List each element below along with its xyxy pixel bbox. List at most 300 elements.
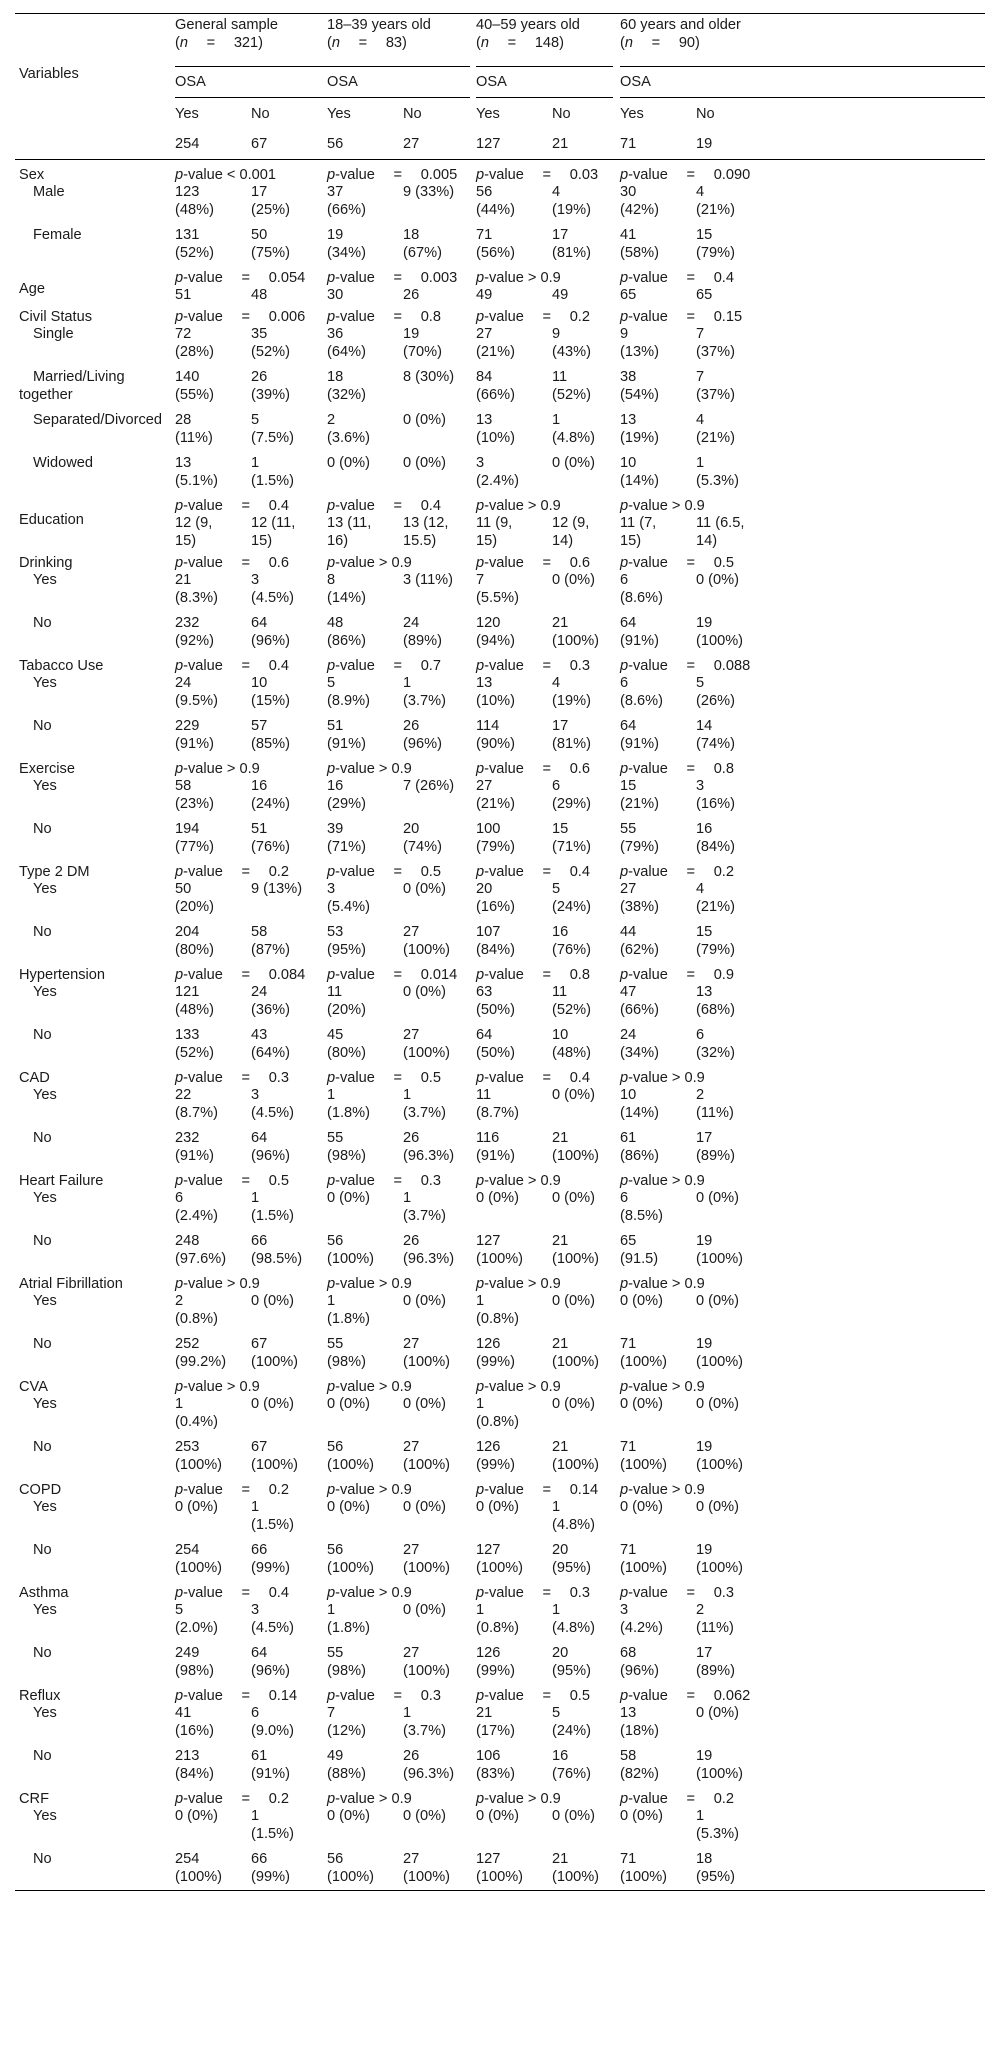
cell-value: 16 (327, 778, 344, 794)
cell-value: 0 (0%) (175, 1499, 218, 1515)
cell-value: (52%) (251, 344, 290, 360)
row-label: Yes (33, 1499, 57, 1515)
cell-value: 120 (476, 615, 501, 631)
cell-value: (4.8%) (552, 1620, 595, 1636)
cell-value: 254 (175, 1851, 200, 1867)
row-label: Civil Status (19, 309, 92, 325)
cell-value: (25%) (251, 202, 290, 218)
cell-value: 19 (696, 1233, 713, 1249)
p-value: p-value = 0.5 (327, 864, 441, 880)
cell-value: 12 (11, (251, 515, 296, 531)
p-value: p-value = 0.2 (175, 1791, 289, 1807)
p-value: p-value = 0.3 (476, 658, 590, 674)
cell-value: (17%) (476, 1723, 515, 1739)
cell-value: 3 (620, 1602, 629, 1618)
row-label: No (33, 1130, 52, 1146)
p-value: p-value = 0.5 (476, 1688, 590, 1704)
cell-value: (99.2%) (175, 1354, 227, 1370)
cell-value: (96.3%) (403, 1251, 455, 1267)
yes-count: 254 (175, 136, 200, 152)
p-value: p-value > 0.9 (327, 555, 412, 571)
cell-value: (98.5%) (251, 1251, 303, 1267)
cell-value: (13%) (620, 344, 659, 360)
cell-value: 0 (0%) (403, 1396, 446, 1412)
cell-value: 37 (327, 184, 344, 200)
cell-value: (99%) (251, 1869, 290, 1885)
cell-value: 61 (620, 1130, 637, 1146)
cell-value: 0 (0%) (403, 1602, 446, 1618)
cell-value: 7 (696, 326, 705, 342)
cell-value: 30 (620, 184, 637, 200)
cell-value: 1 (251, 1499, 260, 1515)
cell-value: (96.3%) (403, 1766, 455, 1782)
cell-value: 2 (696, 1602, 705, 1618)
cell-value: (5.5%) (476, 590, 519, 606)
cell-value: (24%) (251, 796, 290, 812)
cell-value: (2.0%) (175, 1620, 218, 1636)
cell-value: 1 (327, 1602, 336, 1618)
cell-value: 5 (327, 675, 336, 691)
cell-value: 248 (175, 1233, 200, 1249)
cell-value: 6 (175, 1190, 184, 1206)
cell-value: (74%) (696, 736, 735, 752)
cell-value: (100%) (175, 1869, 223, 1885)
cell-value: (16%) (696, 796, 735, 812)
cell-value: 126 (476, 1336, 501, 1352)
cell-value: 107 (476, 924, 501, 940)
cell-value: 3 (251, 1602, 260, 1618)
cell-value: 8 (327, 572, 336, 588)
cell-value: 64 (620, 615, 637, 631)
cell-value: 1 (696, 1808, 705, 1824)
no-header: No (403, 106, 422, 122)
yes-count: 56 (327, 136, 344, 152)
p-value: p-value = 0.4 (327, 498, 441, 514)
cell-value: (20%) (327, 1002, 366, 1018)
cell-value: 5 (175, 1602, 184, 1618)
row-label: Education (19, 512, 84, 528)
cell-value: (2.4%) (175, 1208, 218, 1224)
p-value: p-value = 0.6 (476, 555, 590, 571)
cell-value: (82%) (620, 1766, 659, 1782)
cell-value: (11%) (696, 1620, 734, 1636)
cell-value: (91.5) (620, 1251, 659, 1267)
p-value: p-value = 0.03 (476, 167, 599, 183)
cell-value: 7 (696, 369, 705, 385)
cell-value: 0 (0%) (552, 572, 595, 588)
cell-value: 26 (403, 718, 420, 734)
p-value: p-value = 0.2 (620, 1791, 734, 1807)
cell-value: 229 (175, 718, 200, 734)
cell-value: 61 (251, 1748, 268, 1764)
cell-value: (5.4%) (327, 899, 370, 915)
row-label: CRF (19, 1791, 49, 1807)
cell-value: (34%) (327, 245, 366, 261)
yes-header: Yes (327, 106, 351, 122)
cell-value: (100%) (403, 1869, 451, 1885)
group-underline (620, 66, 985, 67)
cell-value: 21 (552, 1130, 569, 1146)
p-value: p-value > 0.9 (175, 1379, 260, 1395)
cell-value: (24%) (552, 899, 591, 915)
cell-value: 0 (0%) (552, 455, 595, 471)
cell-value: 64 (251, 615, 268, 631)
cell-value: 0 (0%) (552, 1808, 595, 1824)
group-n: (n = 83) (327, 35, 407, 51)
cell-value: 71 (620, 1542, 637, 1558)
cell-value: 20 (403, 821, 420, 837)
cell-value: 3 (251, 1087, 260, 1103)
cell-value: (29%) (552, 796, 591, 812)
cell-value: 51 (251, 821, 268, 837)
cell-value: (16%) (175, 1723, 214, 1739)
no-count: 27 (403, 136, 420, 152)
cell-value: 49 (476, 287, 493, 303)
cell-value: (64%) (251, 1045, 290, 1061)
cell-value: (91%) (327, 736, 366, 752)
cell-value: (18%) (620, 1723, 659, 1739)
p-value: p-value > 0.9 (327, 761, 412, 777)
cell-value: 13 (476, 412, 493, 428)
row-label: Yes (33, 1190, 57, 1206)
cell-value: (68%) (696, 1002, 735, 1018)
yes-count: 71 (620, 136, 637, 152)
group-title: 18–39 years old (327, 17, 431, 33)
cell-value: (38%) (620, 899, 659, 915)
p-value: p-value > 0.9 (327, 1276, 412, 1292)
yes-header: Yes (476, 106, 500, 122)
cell-value: (1.5%) (251, 1826, 294, 1842)
row-label: Exercise (19, 761, 75, 777)
cell-value: (1.8%) (327, 1620, 370, 1636)
cell-value: (66%) (476, 387, 515, 403)
cell-value: (39%) (251, 387, 290, 403)
row-label: Reflux (19, 1688, 61, 1704)
row-label: Yes (33, 1808, 57, 1824)
cell-value: 65 (620, 287, 637, 303)
cell-value: (100%) (403, 942, 451, 958)
cell-value: (8.3%) (175, 590, 218, 606)
cell-value: 0 (0%) (403, 1499, 446, 1515)
row-label: Married/Living (33, 369, 125, 385)
p-value: p-value > 0.9 (175, 1276, 260, 1292)
cell-value: 6 (251, 1705, 260, 1721)
cell-value: 84 (476, 369, 493, 385)
osa-label: OSA (620, 74, 651, 90)
cell-value: (3.7%) (403, 1105, 446, 1121)
cell-value: 20 (552, 1542, 569, 1558)
cell-value: (96%) (403, 736, 442, 752)
cell-value: (100%) (403, 1354, 451, 1370)
cell-value: 13 (620, 412, 637, 428)
group-n: (n = 148) (476, 35, 565, 51)
cell-value: 67 (251, 1336, 268, 1352)
cell-value: 24 (403, 615, 420, 631)
cell-value: 194 (175, 821, 200, 837)
cell-value: 17 (552, 718, 569, 734)
cell-value: 51 (327, 718, 344, 734)
p-value: p-value = 0.14 (476, 1482, 599, 1498)
cell-value: 20 (476, 881, 493, 897)
cell-value: 9 (552, 326, 561, 342)
cell-value: (91%) (620, 736, 659, 752)
cell-value: 10 (251, 675, 268, 691)
cell-value: (0.8%) (175, 1311, 218, 1327)
cell-value: 56 (327, 1542, 344, 1558)
cell-value: (84%) (476, 942, 515, 958)
cell-value: (19%) (552, 202, 591, 218)
cell-value: 11 (9, (476, 515, 513, 531)
cell-value: 3 (696, 778, 705, 794)
cell-value: (28%) (175, 344, 214, 360)
cell-value: 7 (327, 1705, 336, 1721)
cell-value: 15) (251, 533, 273, 549)
cell-value: 116 (476, 1130, 500, 1146)
cell-value: (64%) (327, 344, 366, 360)
cell-value: (99%) (251, 1560, 290, 1576)
p-value: p-value = 0.4 (476, 864, 590, 880)
row-label: Type 2 DM (19, 864, 90, 880)
cell-value: 0 (0%) (403, 881, 446, 897)
cell-value: (10%) (476, 693, 515, 709)
cell-value: 71 (476, 227, 493, 243)
cell-value: (99%) (476, 1457, 515, 1473)
cell-value: 13 (476, 675, 493, 691)
row-label: No (33, 1645, 52, 1661)
cell-value: 55 (327, 1130, 344, 1146)
cell-value: 15.5) (403, 533, 437, 549)
cell-value: (92%) (175, 633, 214, 649)
row-label: Male (33, 184, 65, 200)
cell-value: 41 (175, 1705, 192, 1721)
cell-value: 0 (0%) (403, 984, 446, 1000)
osa-label: OSA (327, 74, 358, 90)
cell-value: 249 (175, 1645, 200, 1661)
cell-value: 0 (0%) (696, 1396, 739, 1412)
p-value: p-value = 0.014 (327, 967, 458, 983)
cell-value: (48%) (175, 202, 214, 218)
cell-value: 1 (476, 1602, 485, 1618)
cell-value: (87%) (251, 942, 290, 958)
cell-value: 0 (0%) (552, 1396, 595, 1412)
cell-value: 0 (0%) (620, 1293, 663, 1309)
p-value: p-value = 0.2 (476, 309, 590, 325)
cell-value: 48 (251, 287, 268, 303)
p-value: p-value = 0.4 (175, 1585, 289, 1601)
cell-value: 253 (175, 1439, 200, 1455)
cell-value: (62%) (620, 942, 659, 958)
cell-value: (7.5%) (251, 430, 294, 446)
cell-value: 28 (175, 412, 192, 428)
cell-value: (94%) (476, 633, 515, 649)
cell-value: 1 (327, 1087, 336, 1103)
row-label: Separated/Divorced (33, 412, 162, 428)
cell-value: (4.5%) (251, 1620, 294, 1636)
cell-value: (100%) (696, 1560, 744, 1576)
cell-value: 55 (327, 1336, 344, 1352)
cell-value: 10 (552, 1027, 569, 1043)
cell-value: (21%) (620, 796, 659, 812)
cell-value: 1 (476, 1396, 485, 1412)
cell-value: (96%) (620, 1663, 659, 1679)
cell-value: 123 (175, 184, 200, 200)
cell-value: 43 (251, 1027, 268, 1043)
cell-value: (8.7%) (175, 1105, 218, 1121)
cell-value: (100%) (620, 1457, 668, 1473)
row-label: No (33, 1233, 52, 1249)
cell-value: (100%) (251, 1354, 299, 1370)
p-value: p-value = 0.084 (175, 967, 306, 983)
row-label: Yes (33, 881, 57, 897)
cell-value: 0 (0%) (327, 1396, 370, 1412)
p-value: p-value < 0.001 (175, 167, 277, 183)
cell-value: 5 (696, 675, 705, 691)
p-value: p-value > 0.9 (620, 1276, 705, 1292)
cell-value: 26 (403, 1233, 420, 1249)
cell-value: 21 (552, 1439, 569, 1455)
cell-value: 27 (403, 1336, 420, 1352)
cell-value: 15 (696, 924, 713, 940)
row-label: Yes (33, 1293, 57, 1309)
p-value: p-value = 0.15 (620, 309, 743, 325)
cell-value: (0.8%) (476, 1311, 519, 1327)
cell-value: 0 (0%) (696, 1705, 739, 1721)
cell-value: (80%) (175, 942, 214, 958)
cell-value: 21 (476, 1705, 493, 1721)
cell-value: 50 (251, 227, 268, 243)
cell-value: 11 (7, (620, 515, 657, 531)
osa-underline (327, 97, 470, 98)
cell-value: 19 (696, 1542, 713, 1558)
cell-value: 12 (9, (552, 515, 590, 531)
cell-value: (71%) (327, 839, 366, 855)
row-label: Asthma (19, 1585, 69, 1601)
cell-value: 17 (251, 184, 268, 200)
cell-value: (79%) (696, 942, 735, 958)
row-label: Tabacco Use (19, 658, 104, 674)
cell-value: (91%) (620, 633, 659, 649)
p-value: p-value = 0.3 (620, 1585, 734, 1601)
cell-value: 24 (251, 984, 268, 1000)
cell-value: (90%) (476, 736, 515, 752)
cell-value: (98%) (327, 1663, 366, 1679)
cell-value: 49 (552, 287, 569, 303)
cell-value: 47 (620, 984, 637, 1000)
p-value: p-value = 0.005 (327, 167, 458, 183)
osa-underline (620, 97, 985, 98)
cell-value: 15) (476, 533, 498, 549)
row-label: Yes (33, 675, 57, 691)
row-label: Yes (33, 1602, 57, 1618)
cell-value: 27 (476, 778, 493, 794)
cell-value: 0 (0%) (403, 1808, 446, 1824)
cell-value: (76%) (251, 839, 290, 855)
cell-value: (0.4%) (175, 1414, 218, 1430)
p-value: p-value = 0.8 (476, 967, 590, 983)
cell-value: (98%) (327, 1148, 366, 1164)
cell-value: (16%) (476, 899, 515, 915)
cell-value: (100%) (327, 1560, 375, 1576)
cell-value: 11 (327, 984, 343, 1000)
cell-value: (100%) (327, 1251, 375, 1267)
cell-value: 64 (476, 1027, 493, 1043)
cell-value: (5.3%) (696, 473, 739, 489)
cell-value: (8.6%) (620, 693, 663, 709)
cell-value: (91%) (251, 1766, 290, 1782)
cell-value: 56 (327, 1439, 344, 1455)
cell-value: (95%) (552, 1663, 591, 1679)
cell-value: 27 (403, 1027, 420, 1043)
cell-value: (29%) (327, 796, 366, 812)
cell-value: 9 (33%) (403, 184, 455, 200)
cell-value: (100%) (696, 1766, 744, 1782)
cell-value: 19 (696, 615, 713, 631)
cell-value: (8.5%) (620, 1208, 663, 1224)
cell-value: 0 (0%) (251, 1396, 294, 1412)
cell-value: (100%) (552, 633, 600, 649)
cell-value: (5.1%) (175, 473, 218, 489)
cell-value: 1 (552, 1499, 561, 1515)
p-value: p-value = 0.3 (476, 1585, 590, 1601)
cell-value: (4.2%) (620, 1620, 663, 1636)
row-label: No (33, 1748, 52, 1764)
yes-header: Yes (175, 106, 199, 122)
cell-value: 0 (0%) (251, 1293, 294, 1309)
row-label: Yes (33, 984, 57, 1000)
cell-value: (98%) (327, 1354, 366, 1370)
cell-value: (95%) (696, 1869, 735, 1885)
cell-value: 131 (175, 227, 200, 243)
cell-value: (100%) (620, 1354, 668, 1370)
cell-value: 44 (620, 924, 637, 940)
cell-value: 24 (175, 675, 192, 691)
cell-value: 13 (12, (403, 515, 449, 531)
cell-value: (4.5%) (251, 590, 294, 606)
cell-value: 53 (327, 924, 344, 940)
cell-value: (99%) (476, 1354, 515, 1370)
group-title: 40–59 years old (476, 17, 580, 33)
cell-value: 1 (476, 1293, 485, 1309)
cell-value: 127 (476, 1851, 501, 1867)
cell-value: (81%) (552, 245, 591, 261)
cell-value: 51 (175, 287, 192, 303)
cell-value: 15) (175, 533, 197, 549)
cell-value: (100%) (620, 1869, 668, 1885)
cell-value: 27 (403, 1542, 420, 1558)
cell-value: 2 (175, 1293, 184, 1309)
cell-value: 0 (0%) (620, 1808, 663, 1824)
cell-value: 13 (696, 984, 713, 1000)
cell-value: 1 (403, 1705, 412, 1721)
cell-value: 10 (620, 455, 637, 471)
p-value: p-value = 0.4 (476, 1070, 590, 1086)
row-label: Heart Failure (19, 1173, 104, 1189)
cell-value: (1.8%) (327, 1311, 370, 1327)
cell-value: (100%) (552, 1869, 600, 1885)
row-label: No (33, 821, 52, 837)
cell-value: 0 (0%) (175, 1808, 218, 1824)
cell-value: (26%) (696, 693, 735, 709)
cell-value: 71 (620, 1439, 637, 1455)
cell-value: 2 (327, 412, 336, 428)
cell-value: (50%) (476, 1002, 515, 1018)
cell-value: 127 (476, 1233, 501, 1249)
cell-value: 126 (476, 1439, 501, 1455)
p-value: p-value > 0.9 (476, 1173, 561, 1189)
cell-value: 1 (403, 675, 412, 691)
row-label: No (33, 718, 52, 734)
cell-value: (21%) (476, 344, 515, 360)
